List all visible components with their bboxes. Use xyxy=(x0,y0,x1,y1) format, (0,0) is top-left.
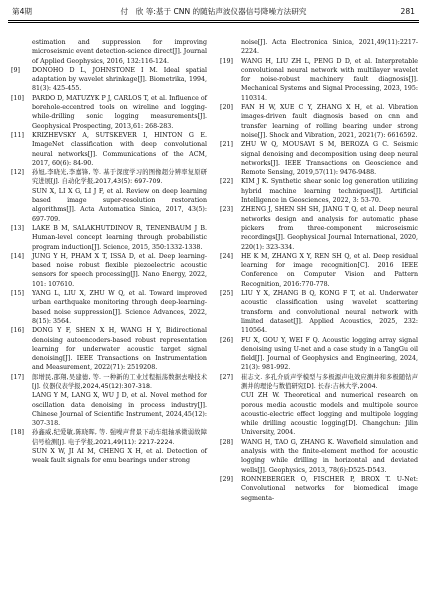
reference-number: [13] xyxy=(11,224,24,232)
reference-text: ZHENG J, SHEN SH SH, JIANG T Q, et al. Deep neural networks design and analysis for automatic phase pickers from three-component microseismic recordings[J]. Geophysical Journal International, 2020, 220(1): 323-334. xyxy=(241,206,418,251)
reference-text: KRIZHEVSKY A, SUTSKEVER I, HINTON G E. ImageNet classification with deep convolutional neural networks[J]. Communications of the ACM, 2017, 60(6): 84-90. xyxy=(32,131,207,167)
reference-number: [9] xyxy=(11,66,20,74)
reference-text: noise[J]. Acta Electronica Sinica, 2021,49(11):2217-2224. xyxy=(241,39,418,56)
running-title: 付 欣 等:基于 CNN 的随钻声波仪器信号降噪方法研究 xyxy=(120,7,307,16)
reference-text: FU X, GOU Y, WEI F Q. Acoustic logging array signal denoising using U-net and a case study in a TangGu oil field[J]. Journal of Geophysics and Engineering, 2024, 21(3): 981-992. xyxy=(241,336,418,372)
reference-number: [29] xyxy=(220,475,233,483)
running-header xyxy=(8,5,419,19)
reference-entry xyxy=(11,131,207,168)
reference-entry xyxy=(220,373,418,392)
reference-entry xyxy=(11,289,207,326)
reference-text: FAN H W, XUE C Y, ZHANG X H, et al. Vibration images-driven fault diagnosis based on cnn and transfer learning of rolling bearing under strong noise[J]. Shock and Vibration, 2021, 2021(7): 6616592. xyxy=(241,104,418,139)
reference-translation xyxy=(11,447,207,466)
reference-number: [12] xyxy=(11,169,24,177)
reference-number: [28] xyxy=(220,438,233,446)
reference-entry xyxy=(11,326,207,372)
reference-text: YANG L, LIU X, ZHU W Q, et al. Toward improved urban earthquake monitoring through deep-learning-based noise suppression[J]. Science Advances, 2022, 8(15): 3564. xyxy=(32,290,207,325)
reference-text: SUN X, LI X G, LI J F, et al. Review on deep learning based image super-resolution restoration algorithms[J]. Acta Automatica Sinica, 2017, 43(5): 697-709. xyxy=(32,187,207,223)
reference-translation xyxy=(220,391,418,437)
reference-number: [20] xyxy=(220,104,233,112)
reference-number: [19] xyxy=(220,57,233,65)
reference-number: [10] xyxy=(11,94,24,102)
reference-number: [25] xyxy=(220,290,233,298)
header-rule xyxy=(8,20,419,21)
reference-text: PARDO D, MATUZYK P J, CARLOS T, et al. Influence of borehole-eccentred tools on wireline and logging-while-drilling sonic logging measurements[J]. Geophysical Prospecting, 2013,61: 268-283. xyxy=(32,94,207,130)
reference-translation xyxy=(11,187,207,224)
reference-number: [22] xyxy=(220,178,233,186)
reference-entry xyxy=(220,475,418,503)
reference-number: [23] xyxy=(220,206,233,214)
reference-text: ZHU W Q, MOUSAVI S M, BEROZA G C. Seismic signal denoising and decomposition using deep neural networks[J]. IEEE Transactions on Geoscience and Remote Sensing, 2019,57(11): 9476-9488. xyxy=(241,141,418,177)
header-rule-thin xyxy=(8,22,419,23)
reference-text: 孙鑫威,纪爱敏,陈晓晖, 等. 强噪声背景下动车组轴承微弱故障信号检测[J]. 电子学报,2021,49(11): 2217-2224. xyxy=(32,429,207,446)
reference-continuation xyxy=(11,38,207,66)
reference-number: [14] xyxy=(11,252,24,260)
reference-number: [26] xyxy=(220,336,233,344)
reference-entry xyxy=(220,438,418,475)
reference-number: [24] xyxy=(220,252,233,260)
reference-text: KIM J K. Synthetic shear sonic log generation utilizing hybrid machine learning techniques[J]. Artificial Intelligence in Geosciences, 2022, 3: 53-70. xyxy=(241,178,418,205)
issue-number: 第4期 xyxy=(12,7,33,16)
reference-entry xyxy=(11,224,207,252)
reference-text: WANG H, TAO G, ZHANG K. Wavefield simulation and analysis with the finite-element method for acoustic logging while drilling in horizontal and deviated wells[J]. Geophysics, 2013, 78(6):D525-D543. xyxy=(241,438,418,474)
reference-text: WANG H, LIU ZH L, PENG D D, et al. Interpretable convolutional neural network with multilayer wavelet for noise-robust machinery fault diagnosis[J]. Mechanical Systems and Signal Processing, 2023, 195: 110314. xyxy=(241,57,418,102)
reference-entry xyxy=(220,177,418,205)
reference-number: [16] xyxy=(11,327,24,335)
reference-entry xyxy=(220,252,418,289)
reference-continuation xyxy=(220,38,418,57)
reference-text: RONNEBERGER O, FISCHER P, BROX T. U-Net: Convolutional networks for biomedical image segmenta- xyxy=(241,475,418,502)
reference-entry xyxy=(11,94,207,131)
reference-entry xyxy=(11,66,207,94)
reference-number: [15] xyxy=(11,290,24,298)
reference-text: HE K M, ZHANG X Y, REN SH Q, et al. Deep residual learning for image recognition[C]. 2016 IEEE Conference on Computer Vision and Pattern Recognition, 2016:770-778. xyxy=(241,252,418,288)
reference-entry xyxy=(220,205,418,251)
reference-entry xyxy=(220,103,418,140)
right-column xyxy=(220,38,418,503)
reference-number: [17] xyxy=(11,373,24,381)
left-column xyxy=(11,38,207,466)
reference-text: 孙旭,李晓光,李嘉锋, 等. 基于深度学习的图像超分辨率复原研究进展[J]. 自动化学报,2017,43(5): 697-709. xyxy=(32,169,207,186)
reference-entry xyxy=(11,373,207,392)
reference-text: 崔志文. 多孔介质声学模型与多极源声电效应测井和多极随钻声测井的理论与数值研究[D]. 长春:吉林大学,2004. xyxy=(241,373,418,390)
page-number: 281 xyxy=(400,7,415,16)
reference-text: LIU Y X, ZHANG B Q, KONG F T, et al. Underwater acoustic classification using wavelet scattering transform and convolutional neural network with limited dataset[J]. Applied Acoustics, 2025, 232: 110564. xyxy=(241,290,418,335)
reference-number: [18] xyxy=(11,429,24,437)
reference-number: [27] xyxy=(220,373,233,381)
reference-text: DONOHO D L, JOHNSTONE I M. Ideal spatial adaptation by wavelet shrinkage[J]. Biometrika, 1994, 81(3): 425-455. xyxy=(32,66,207,93)
reference-entry xyxy=(220,57,418,103)
reference-text: CUI ZH W. Theoretical and numerical research on porous media acoustic models and multipole source acoustic-electric effect logging and multipole logging while drilling acoustic logging[D]. Changchun: Jilin University, 2004. xyxy=(241,392,418,437)
reference-text: LAKE B M, SALAKHUTDINOV R, TENENBAUM J B. Human-level concept learning through probabilistic program induction[J]. Science, 2015, 350:1332-1338. xyxy=(32,224,207,251)
reference-number: [11] xyxy=(11,131,24,139)
reference-translation xyxy=(11,391,207,428)
reference-text: estimation and suppression for improving microseismic event detection-science direct[J]. Journal of Applied Geophysics, 2016, 132:116-124. xyxy=(32,39,207,65)
reference-entry xyxy=(220,336,418,373)
reference-number: [21] xyxy=(220,141,233,149)
reference-entry xyxy=(11,252,207,289)
reference-entry xyxy=(11,168,207,187)
reference-text: JUNG Y H, PHAM X T, ISSA D, et al. Deep learning-based noise robust flexible piezoelectric acoustic sensors for speech processing[J]. Nano Energy, 2022, 101: 107610. xyxy=(32,252,207,288)
reference-text: DONG Y F, SHEN X H, WANG H Y, Bidirectional denoising autoencoders-based robust representation learning for underwater acoustic target signal denoising[J]. IEEE Transactions on Instrumentation and Measurement, 2022(71): 2519208. xyxy=(32,327,207,372)
reference-entry xyxy=(11,428,207,447)
reference-text: LANG Y M, LANG X, WU J D, et al. Novel method for oscillation data denoising in process industry[J]. Chinese Journal of Scientific Instrument, 2024,45(12): 307-318. xyxy=(32,392,207,428)
reference-entry xyxy=(220,140,418,177)
reference-text: 郎增民,邵翔,吴建德, 等. 一种新的工业过程振荡数据去噪技术[J]. 仪器仪表学报,2024,45(12):307-318. xyxy=(32,373,207,390)
reference-entry xyxy=(220,289,418,335)
reference-text: SUN X W, JI AI M, CHENG X H, et al. Detection of weak fault signals for emu bearings under strong xyxy=(32,448,207,465)
